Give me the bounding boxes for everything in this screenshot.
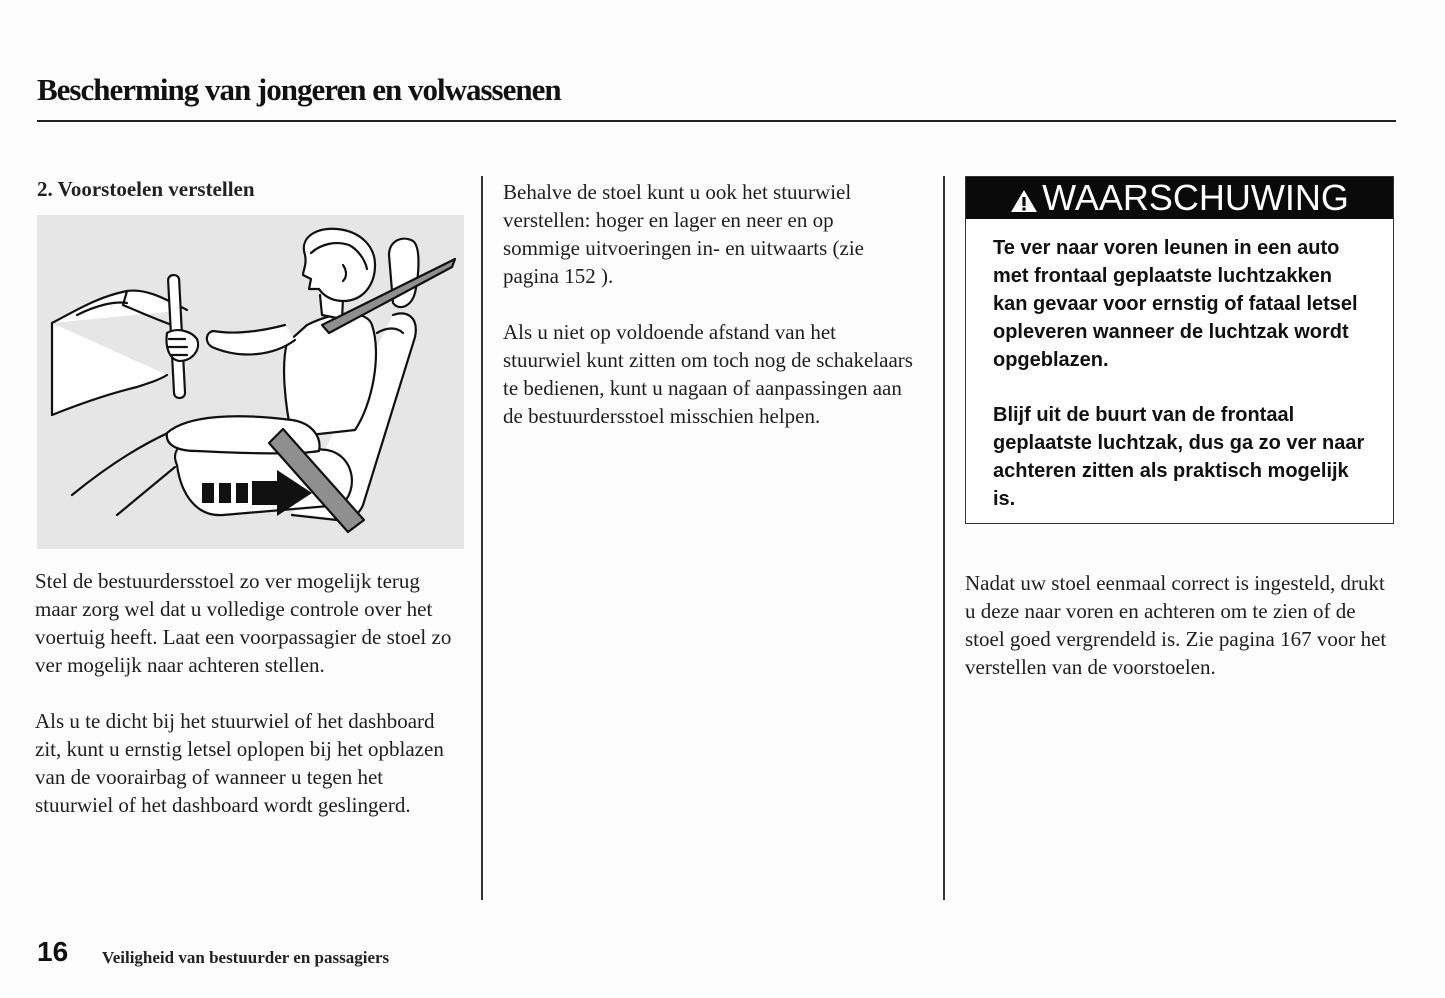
left-body-text: [35, 567, 460, 847]
section-heading: 2. Voorstoelen verstellen: [37, 177, 255, 201]
right-paragraph-1: Nadat uw stoel eenmaal correct is ingesteld, drukt u deze naar voren en achteren om te zien of de stoel goed vergrendeld is. Zie pagina 167 voor het verstellen van de voorstoelen.: [965, 571, 1387, 679]
column-divider-left: [481, 176, 483, 900]
warning-paragraph-2: Blijf uit de buurt van de frontaal geplaatste luchtzak, dus ga zo ver naar achteren zitten als praktisch mogelijk is.: [993, 404, 1365, 510]
middle-paragraph-1: Behalve de stoel kunt u ook het stuurwiel verstellen: hoger en lager en neer en op sommige uitvoeringen in- en uitwaarts (zie pagina 152 ).: [503, 180, 864, 288]
seat-adjustment-illustration: [37, 215, 464, 549]
warning-paragraph-1: Te ver naar voren leunen in een auto met frontaal geplaatste luchtzakken kan gevaar voor ernstig of fataal letsel opleveren wanneer de luchtzak wordt opgeblazen.: [993, 237, 1358, 371]
warning-box: [965, 176, 1394, 524]
right-body-text: [965, 569, 1390, 709]
middle-paragraph-2: Als u niet op voldoende afstand van het stuurwiel kunt zitten om toch nog de schakelaars te bedienen, kunt u nagaan of aanpassingen aan de bestuurdersstoel misschien helpen.: [503, 320, 913, 428]
middle-body-text: [503, 178, 913, 458]
warning-body: [966, 219, 1393, 513]
title-divider: [37, 120, 1396, 122]
warning-triangle-icon: [1010, 189, 1038, 213]
column-divider-right: [943, 176, 945, 900]
warning-title: WAARSCHUWING: [1042, 177, 1349, 218]
warning-header: [966, 177, 1393, 219]
footer-section-title: Veiligheid van bestuurder en passagiers: [102, 948, 390, 967]
left-paragraph-2: Als u te dicht bij het stuurwiel of het dashboard zit, kunt u ernstig letsel oplopen bij het opblazen van de voorairbag of wanneer u tegen het stuurwiel of het dashboard wordt geslingerd.: [35, 709, 444, 817]
left-paragraph-1: Stel de bestuurdersstoel zo ver mogelijk terug maar zorg wel dat u volledige controle over het voertuig heeft. Laat een voorpassagier de stoel zo ver mogelijk naar achteren stellen.: [35, 569, 452, 677]
page-title: Bescherming van jongeren en volwassenen: [37, 72, 561, 107]
page-number: 16: [37, 936, 69, 967]
